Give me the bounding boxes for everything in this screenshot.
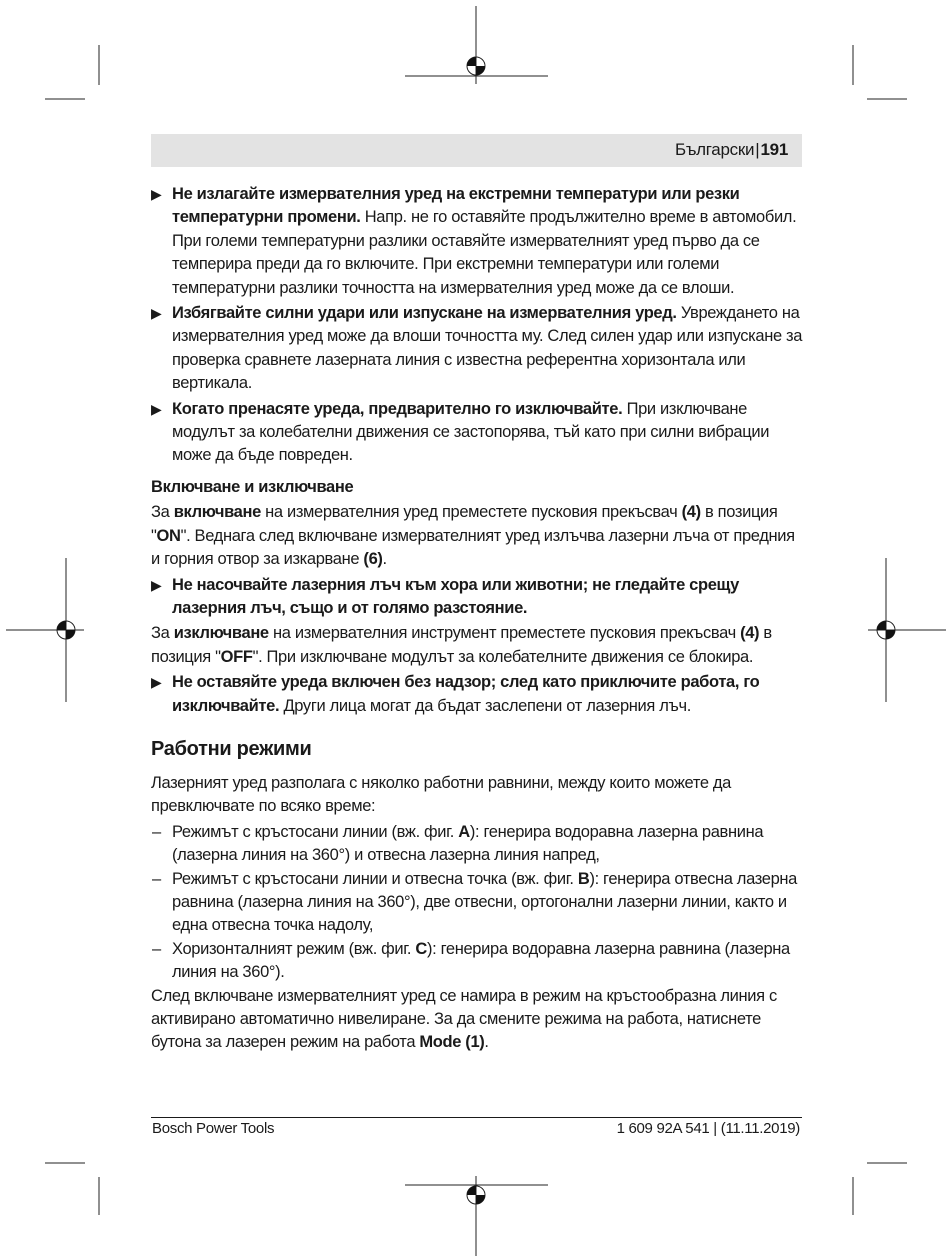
modes-intro: Лазерният уред разполага с няколко работни равнини, между които можете да превключвате по всяко време:	[151, 773, 732, 816]
dash-bullet: –	[152, 822, 161, 841]
safety-bullet	[151, 302, 803, 396]
unattended-warning-bullet	[151, 671, 803, 718]
header-language: Български	[674, 140, 755, 159]
mode-list-item: – Режимът с кръстосани линии (вж. фиг. A): генерира водоравна лазерна равнина (лазерна линия на 360°) и отвесна лазерна линия напред,	[152, 822, 764, 865]
footer-brand: Bosch Power Tools	[152, 1120, 275, 1137]
bullet-bold-text: Когато пренасяте уреда, предварително го изключвайте.	[172, 399, 623, 418]
triangle-bullet-icon: ▶	[151, 674, 162, 691]
bullet-bold-text: Избягвайте силни удари или изпускане на измервателния уред.	[172, 304, 677, 323]
mode-list-item: – Хоризонталният режим (вж. фиг. C): генерира водоравна лазерна равнина (лазерна линия на 360°).	[152, 939, 790, 982]
warning-bold-text: Не оставяйте уреда включен без надзор; след като приключите работа, го изключвайте.	[172, 673, 760, 715]
triangle-bullet-icon: ▶	[151, 305, 162, 322]
page-content	[151, 183, 803, 1057]
triangle-bullet-icon: ▶	[151, 400, 162, 417]
warning-text: Други лица могат да бъдат заслепени от лазерния лъч.	[279, 696, 691, 715]
page-number: 191	[760, 140, 788, 159]
footer-rule	[151, 1117, 802, 1118]
dash-bullet: –	[152, 939, 161, 958]
section-heading-modes: Работни режими	[151, 737, 312, 760]
triangle-bullet-icon: ▶	[151, 186, 162, 202]
modes-outro: След включване измервателният уред се намира в режим на кръстообразна линия с активирано автоматично нивелиране. За да смените режима на работа, натиснете бутона за лазерен режим на работа Mode (1).	[151, 986, 777, 1052]
paragraph-switch-off: За изключване на измервателния инструмент преместете пусковия прекъсвач (4) в позиция "OFF". При изключване модулът за колебателните движения се блокира.	[151, 624, 772, 666]
page-header	[151, 134, 802, 167]
bullet-text: Увреждането на измервателния уред може да влоши точността му. След силен удар или изпускане за проверка сравнете лазерната линия с известна референтна хоризонтала или вертикала.	[172, 304, 803, 393]
paragraph-switch-on: За включване на измервателния уред преместете пусковия прекъсвач (4) в позиция "ON". Веднага след включване измервателният уред излъчва лазерни лъча от предния и горния отвор за изкарване (6).	[151, 503, 795, 569]
header-separator: |	[755, 140, 760, 159]
safety-bullet	[151, 183, 803, 300]
bullet-bold-text: Не излагайте измервателния уред на екстремни температури или резки температурни промени.	[172, 185, 740, 227]
mode-list-item: – Режимът с кръстосани линии и отвесна точка (вж. фиг. B): генерира отвесна лазерна равнина (лазерна линия на 360°), две отвесни, ортогонални лазерни линии, както и една отвесна точка надолу,	[152, 869, 797, 935]
triangle-bullet-icon: ▶	[151, 576, 162, 593]
safety-bullet	[151, 398, 803, 468]
dash-bullet: –	[152, 869, 161, 888]
footer-doc-id: 1 609 92A 541 | (11.11.2019)	[616, 1120, 800, 1137]
bullet-text: При изключване модулът за колебателни движения се застопорява, тъй като при силни вибрации може да бъде повреден.	[172, 399, 770, 465]
bullet-text: Напр. не го оставяйте продължително време в автомобил. При големи температурни разлики оставяйте измервателният уред първо да се темперира преди да го включите. При екстремни температури или големи температурни разлики точността на измервателния уред може да се влоши.	[172, 208, 797, 297]
section-heading-on-off: Включване и изключване	[151, 477, 354, 496]
warning-text: Не насочвайте лазерния лъч към хора или животни; не гледайте срещу лазерния лъч, също и от голямо разстояние.	[172, 575, 739, 617]
laser-warning-bullet	[151, 574, 803, 621]
header-text	[675, 140, 788, 160]
